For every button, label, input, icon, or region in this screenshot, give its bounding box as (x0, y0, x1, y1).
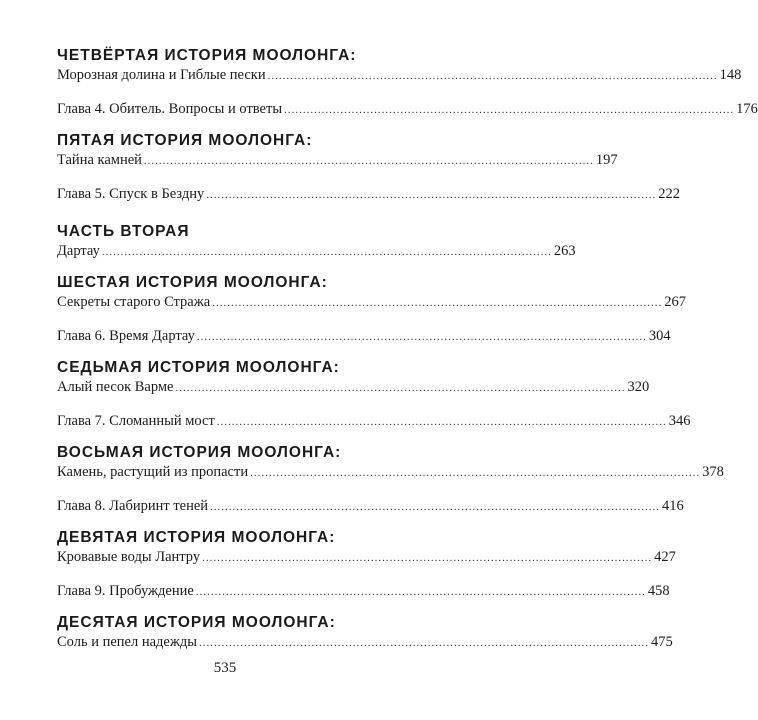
toc-entry[interactable] (57, 326, 671, 346)
entry-title: Тайна камней (57, 152, 142, 168)
entry-page-number: 416 (662, 498, 684, 514)
toc-entry[interactable] (57, 99, 758, 119)
toc-entry[interactable] (57, 496, 684, 516)
entry-page-number: 197 (595, 152, 618, 168)
entry-page-number: 148 (719, 67, 742, 83)
table-of-contents (57, 46, 758, 652)
dot-leader: ........................................................................................................................ (195, 586, 646, 598)
toc-section (57, 46, 758, 119)
entry-page-number: 346 (668, 413, 691, 429)
toc-section (57, 358, 691, 431)
dot-leader: ........................................................................................................................ (212, 297, 663, 309)
toc-section (57, 273, 686, 346)
dot-leader: ........................................................................................................................ (250, 467, 701, 479)
entry-title: Морозная долина и Гиблые пески (57, 67, 266, 83)
entry-title: Дартау (57, 243, 100, 259)
entry-title: Соль и пепел надежды (57, 634, 197, 650)
section-title: ПЯТАЯ ИСТОРИЯ МООЛОНГА: (57, 132, 313, 149)
entry-page-number: 475 (651, 634, 673, 650)
page-number: 535 (213, 660, 237, 676)
toc-section (57, 528, 676, 601)
section-title: ВОСЬМАЯ ИСТОРИЯ МООЛОНГА: (57, 444, 342, 461)
dot-leader: ........................................................................................................................ (210, 501, 661, 513)
entry-page-number: 176 (736, 101, 758, 117)
entry-title: Камень, растущий из пропасти (57, 464, 249, 480)
toc-entry[interactable] (57, 581, 670, 601)
entry-title: Глава 8. Лабиринт теней (57, 498, 209, 514)
section-title: ШЕСТАЯ ИСТОРИЯ МООЛОНГА: (57, 274, 328, 291)
toc-entry[interactable] (57, 462, 724, 482)
entry-title: Глава 6. Время Дартау (57, 328, 195, 344)
dot-leader: ........................................................................................................................ (267, 70, 718, 82)
dot-leader: ........................................................................................................................ (143, 155, 594, 167)
toc-entry[interactable] (57, 547, 676, 567)
entry-title: Глава 9. Пробуждение (57, 583, 194, 599)
entry-page-number: 304 (648, 328, 671, 344)
toc-section (57, 222, 576, 261)
entry-page-number: 378 (702, 464, 724, 480)
toc-entry[interactable] (57, 411, 691, 431)
dot-leader: ........................................................................................................................ (216, 416, 667, 428)
entry-title: Кровавые воды Лантру (57, 549, 201, 565)
dot-leader: ........................................................................................................................ (199, 637, 649, 649)
toc-entry[interactable] (57, 65, 742, 85)
dot-leader: ........................................................................................................................ (196, 331, 647, 343)
dot-leader: ........................................................................................................................ (206, 189, 657, 201)
section-title: ДЕВЯТАЯ ИСТОРИЯ МООЛОНГА: (57, 529, 336, 546)
toc-section (57, 131, 680, 204)
section-title: СЕДЬМАЯ ИСТОРИЯ МООЛОНГА: (57, 359, 340, 376)
section-title: ЧЕТВЁРТАЯ ИСТОРИЯ МООЛОНГА: (57, 47, 357, 64)
toc-entry[interactable] (57, 632, 673, 652)
dot-leader: ........................................................................................................................ (175, 382, 626, 394)
dot-leader: ........................................................................................................................ (101, 246, 552, 258)
entry-title: Алый песок Варме (57, 379, 174, 395)
dot-leader: ........................................................................................................................ (202, 552, 653, 564)
entry-title: Глава 7. Сломанный мост (57, 413, 215, 429)
entry-page-number: 320 (627, 379, 650, 395)
toc-entry[interactable] (57, 292, 686, 312)
toc-entry[interactable] (57, 150, 618, 170)
entry-title: Глава 4. Обитель. Вопросы и ответы (57, 101, 283, 117)
entry-page-number: 267 (664, 294, 686, 310)
entry-title: Секреты старого Стража (57, 294, 211, 310)
entry-page-number: 427 (654, 549, 676, 565)
toc-section (57, 613, 673, 652)
toc-section (57, 443, 724, 516)
entry-page-number: 263 (553, 243, 576, 259)
section-title: ЧАСТЬ ВТОРАЯ (57, 223, 190, 240)
entry-title: Глава 5. Спуск в Бездну (57, 186, 205, 202)
section-title: ДЕСЯТАЯ ИСТОРИЯ МООЛОНГА: (57, 614, 336, 631)
toc-entry[interactable] (57, 377, 650, 397)
entry-page-number: 222 (658, 186, 680, 202)
entry-page-number: 458 (647, 583, 670, 599)
toc-entry[interactable] (57, 241, 576, 261)
toc-entry[interactable] (57, 184, 680, 204)
dot-leader: ........................................................................................................................ (284, 104, 735, 116)
